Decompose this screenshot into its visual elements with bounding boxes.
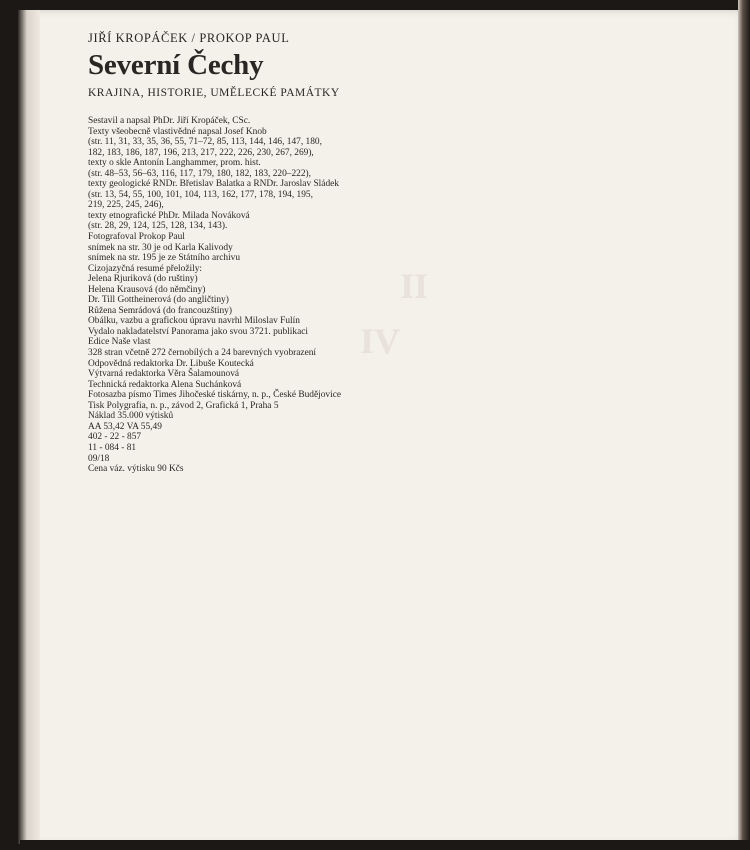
imprint-line: Helena Krausová (do němčiny) [88,284,206,295]
imprint-line: Cizojazyčná resumé přeložily: [88,263,203,274]
imprint-line: Jelena Rjuriková (do ruštiny) [88,274,198,285]
imprint-line: 219, 225, 245, 246), [88,200,164,211]
imprint-line: 11 - 084 - 81 [88,442,137,453]
imprint-line: texty o skle Antonín Langhammer, prom. hist. [88,158,261,169]
imprint-line: (str. 11, 31, 33, 35, 36, 55, 71–72, 85, 113, 144, 146, 147, 180, [88,137,322,148]
imprint-line: Technická redaktorka Alena Suchánková [88,379,242,390]
imprint-line: Edice Naše vlast [88,337,151,348]
bottom-edge [20,840,750,850]
imprint-line: Fotografoval Prokop Paul [88,232,185,243]
imprint-line: 402 - 22 - 857 [88,432,142,443]
authors: JIŘÍ KROPÁČEK / PROKOP PAUL [88,31,290,45]
book-subtitle: KRAJINA, HISTORIE, UMĚLECKÉ PAMÁTKY [88,87,340,99]
book-title: Severní Čechy [88,49,264,81]
imprint-line: Cena váz. výtisku 90 Kčs [88,464,184,475]
imprint-line: (str. 13, 54, 55, 100, 101, 104, 113, 162, 177, 178, 194, 195, [88,189,313,200]
imprint-block [88,116,388,475]
imprint-line: snímek na str. 30 je od Karla Kalivody [88,242,233,253]
imprint-line: Výtvarná redaktorka Věra Šalamounová [88,369,240,380]
show-through-mark: IV [360,321,401,361]
imprint-line: Fotosazba písmo Times Jihočeské tiskárny, n. p., České Budějovice [88,390,342,401]
imprint-line: (str. 28, 29, 124, 125, 128, 134, 143). [88,221,228,232]
imprint-line: Obálku, vazbu a grafickou úpravu navrhl Miloslav Fulín [88,316,300,327]
imprint-line: Růžena Semrádová (do francouzštiny) [88,305,232,316]
imprint-line: 328 stran včetně 272 černobílých a 24 barevných vyobrazení [88,348,317,359]
imprint-page [88,31,388,475]
imprint-line: Odpovědná redaktorka Dr. Libuše Koutecká [88,358,254,369]
imprint-line: Sestavil a napsal PhDr. Jiří Kropáček, CSc. [88,116,251,126]
show-through-mark: II [400,266,429,306]
page-edge [738,0,750,850]
imprint-line: snímek na str. 195 je ze Státního archivu [88,253,241,264]
imprint-line: Texty všeobecně vlastivědné napsal Josef Knob [88,126,267,137]
imprint-line: AA 53,42 VA 55,49 [88,421,162,432]
imprint-line: (str. 48–53, 56–63, 116, 117, 179, 180, 182, 183, 220–222), [88,168,311,179]
imprint-line: texty geologické RNDr. Břetislav Balatka a RNDr. Jaroslav Sládek [88,179,339,190]
imprint-line: Tisk Polygrafia, n. p., závod 2, Grafická 1, Praha 5 [88,400,279,411]
imprint-line: 09/18 [88,453,110,464]
page-gutter [18,10,40,844]
imprint-line: Vydalo nakladatelství Panorama jako svou 3721. publikaci [88,326,309,337]
imprint-line: 182, 183, 186, 187, 196, 213, 217, 222, 226, 230, 267, 269), [88,147,314,158]
imprint-line: Dr. Till Gottheinerová (do angličtiny) [88,295,229,306]
imprint-line: Náklad 35.000 výtisků [88,411,174,422]
imprint-line: texty etnografické PhDr. Milada Nováková [88,210,250,221]
